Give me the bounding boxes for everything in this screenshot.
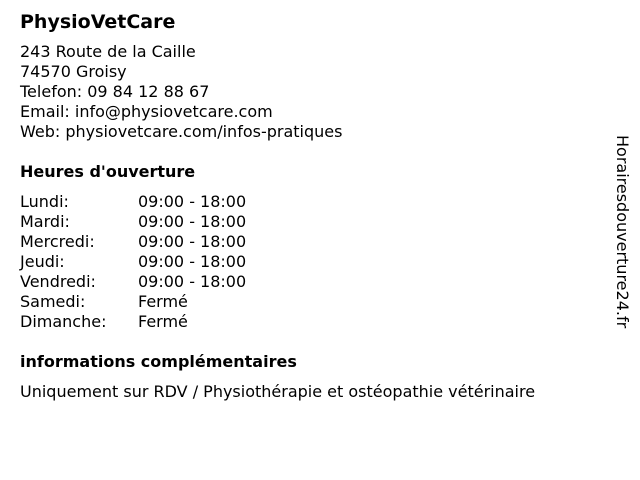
business-card [20, 10, 600, 402]
opening-hours-heading: Heures d'ouverture [20, 162, 196, 181]
additional-info-text: Uniquement sur RDV / Physiothérapie et ostéopathie vétérinaire [20, 382, 536, 401]
hours-time: 09:00 - 18:00 [138, 252, 247, 271]
site-watermark: Horairesdouverture24.fr [613, 135, 632, 329]
hours-row-mardi [20, 212, 600, 232]
address-line-1: 243 Route de la Caille [20, 42, 196, 61]
website-url: Web: physiovetcare.com/infos-pratiques [20, 122, 343, 141]
hours-day: Mercredi: [20, 232, 95, 251]
hours-row-lundi [20, 192, 600, 212]
address-line-2: 74570 Groisy [20, 62, 127, 81]
hours-row-dimanche [20, 312, 600, 332]
hours-row-samedi [20, 292, 600, 312]
additional-info-heading: informations complémentaires [20, 352, 297, 371]
hours-row-jeudi [20, 252, 600, 272]
opening-hours-table [20, 192, 600, 332]
hours-time: 09:00 - 18:00 [138, 232, 247, 251]
phone-number: Telefon: 09 84 12 88 67 [20, 82, 210, 101]
hours-day: Samedi: [20, 292, 86, 311]
hours-time: 09:00 - 18:00 [138, 212, 247, 231]
hours-day: Lundi: [20, 192, 69, 211]
hours-time: Fermé [138, 292, 188, 311]
hours-time: 09:00 - 18:00 [138, 272, 247, 291]
hours-time: Fermé [138, 312, 188, 331]
hours-day: Dimanche: [20, 312, 107, 331]
email-address: Email: info@physiovetcare.com [20, 102, 273, 121]
business-name: PhysioVetCare [20, 11, 176, 33]
hours-day: Jeudi: [20, 252, 65, 271]
hours-row-vendredi [20, 272, 600, 292]
hours-day: Vendredi: [20, 272, 96, 291]
hours-day: Mardi: [20, 212, 70, 231]
hours-row-mercredi [20, 232, 600, 252]
hours-time: 09:00 - 18:00 [138, 192, 247, 211]
